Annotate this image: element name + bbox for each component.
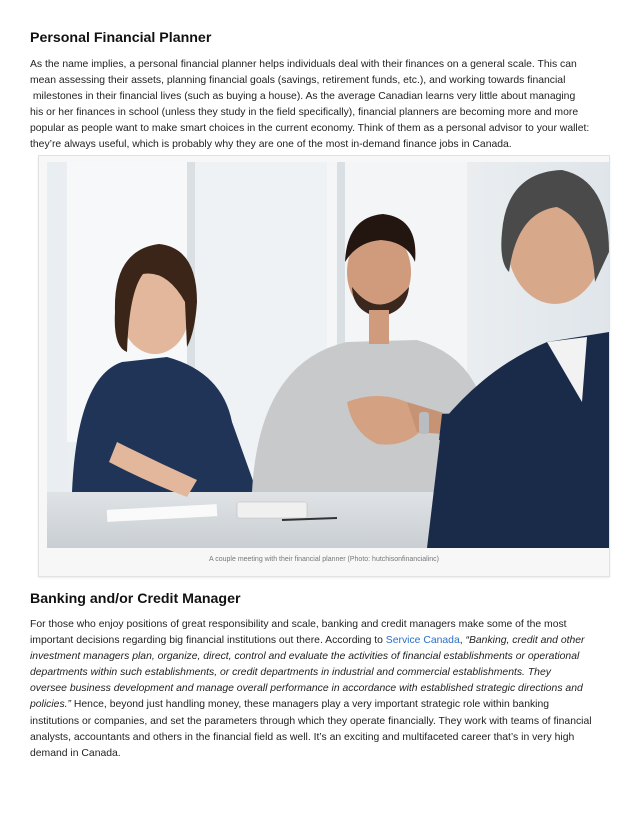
paragraph-line: For those who enjoy positions of great responsibility and scale, banking and credit managers make some of the most <box>30 619 567 630</box>
paragraph-line: popular as people want to make smart choices in the current economy. Think of them as a personal advisor to your wallet: <box>30 123 590 135</box>
quote-text: policies.” <box>30 699 71 711</box>
paragraph-line: mean assessing their assets, planning financial goals (savings, retirement funds, etc.), and working towards financial <box>30 75 566 87</box>
quote-line: investment managers plan, organize, direct, control and evaluate the activities of financial establishments or operational <box>30 651 580 663</box>
service-canada-link[interactable]: Service Canada <box>385 635 460 647</box>
meeting-photo <box>47 162 609 548</box>
paragraph-text: important decisions regarding big financial institutions out there. According to <box>30 635 386 647</box>
paragraph-line: As the name implies, a personal financial planner helps individuals deal with their finances on a general scale. This can <box>30 59 577 70</box>
banking-manager-paragraph <box>30 617 592 762</box>
quote-text: “Banking, credit and other <box>465 635 585 647</box>
financial-planner-paragraph <box>30 57 589 154</box>
quote-line: departments within such establishments, or credit departments in industrial and commercial establishments. They <box>30 667 551 679</box>
quote-line: oversee business development and manage overall performance in accordance with established strategic directions and <box>30 683 583 695</box>
photo-caption: A couple meeting with their financial planner (Photo: hutchisonfinancialinc) <box>209 556 439 563</box>
paragraph-line: his or her finances in school (unless they study in the field specifically), financial planners are becoming more and more <box>30 107 579 119</box>
paragraph-text: Hence, beyond just handling money, these managers play a very important strategic role within banking <box>71 699 550 711</box>
paragraph-line: demand in Canada. <box>30 747 121 759</box>
paragraph-line: analysts, accountants and others in the financial field as well. It’s an exciting and multifaceted career that’s in very high <box>30 731 575 743</box>
paragraph-text: , <box>459 635 466 647</box>
paragraph-line: milestones in their financial lives (such as buying a house). As the average Canadian learns very little about managing <box>30 91 576 103</box>
paragraph-line: institutions or companies, and set the parameters through which they operate financially. They work with teams of financial <box>30 715 592 727</box>
section-heading-banking-credit-manager: Banking and/or Credit Manager <box>30 591 241 607</box>
paragraph-line <box>30 697 592 713</box>
section-heading-financial-planner: Personal Financial Planner <box>30 30 212 46</box>
meeting-photo-illustration <box>47 162 609 548</box>
paragraph-line <box>30 633 592 649</box>
photo-figure <box>38 155 610 577</box>
paragraph-line: they’re always useful, which is probably why they are one of the most in-demand finance jobs in Canada. <box>30 139 512 151</box>
